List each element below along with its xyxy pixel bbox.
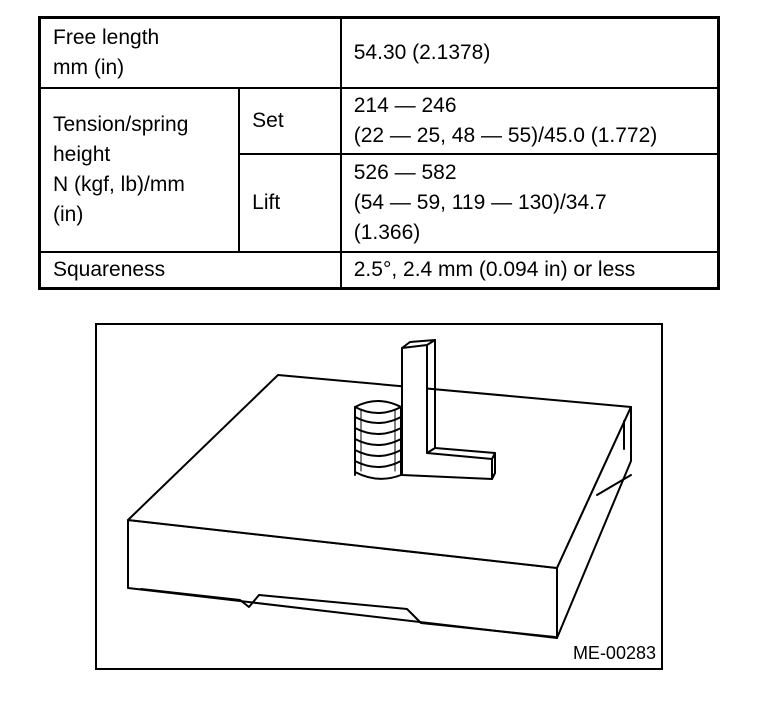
tension-label-line2: height: [53, 142, 111, 166]
lift-value-line3: (1.366): [353, 220, 421, 244]
figure-code: ME-00283: [572, 643, 656, 663]
squareness-figure: [95, 323, 663, 670]
free-length-row: [40, 18, 719, 88]
tension-set-row: [40, 88, 719, 154]
lift-value: [341, 154, 719, 252]
squareness-illustration: [97, 325, 661, 668]
lift-value-line1: 526 — 582: [353, 160, 457, 184]
squareness-value: 2.5°, 2.4 mm (0.094 in) or less: [341, 252, 719, 289]
spring-spec-table: [38, 16, 720, 290]
squareness-label: Squareness: [40, 252, 341, 289]
free-length-label-line1: Free length: [53, 25, 160, 49]
tension-label-line3: N (kgf, lb)/mm: [53, 172, 185, 196]
set-label: Set: [239, 88, 341, 154]
squareness-row: [40, 252, 719, 289]
lift-label: Lift: [239, 154, 341, 252]
free-length-label-line2: mm (in): [53, 55, 125, 79]
set-value-line2: (22 — 25, 48 — 55)/45.0 (1.772): [353, 123, 658, 147]
tension-label-line4: (in): [53, 202, 84, 226]
free-length-label: [40, 18, 341, 88]
valve-spring: [353, 401, 403, 481]
tension-label: [40, 88, 240, 252]
set-value-line1: 214 — 246: [353, 93, 457, 117]
free-length-value: 54.30 (2.1378): [341, 18, 719, 88]
lift-value-line2: (54 — 59, 119 — 130)/34.7: [353, 190, 607, 214]
tension-label-line1: Tension/spring: [53, 112, 189, 136]
set-value: [341, 88, 719, 154]
